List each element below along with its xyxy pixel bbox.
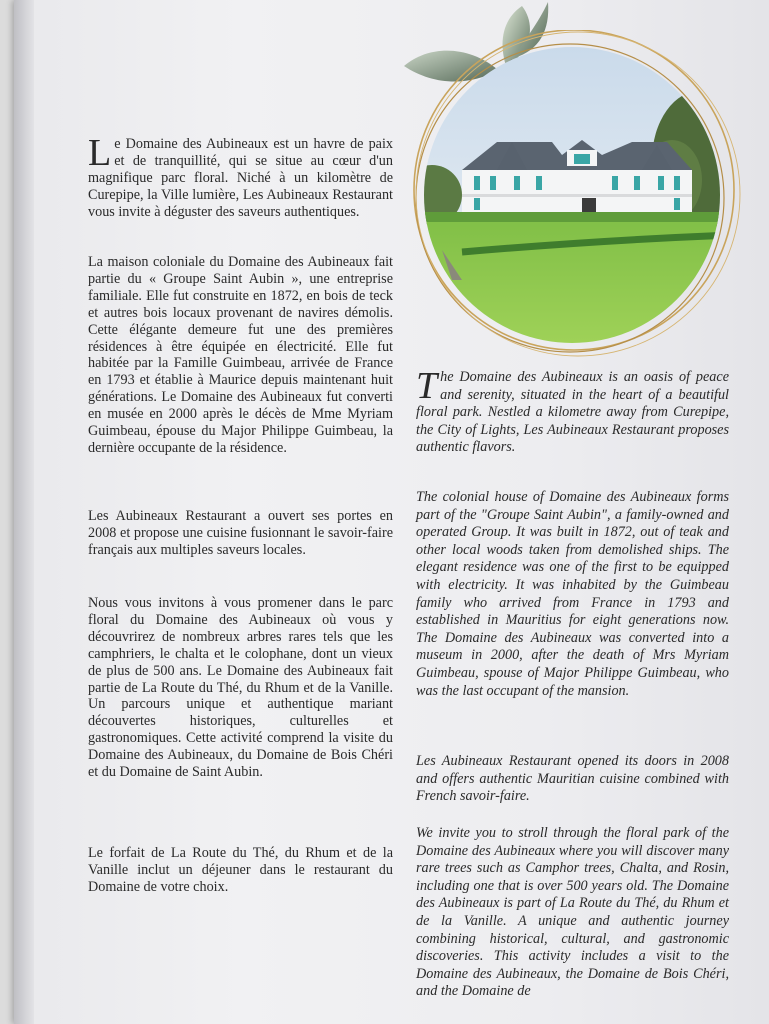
french-text-column [88, 132, 393, 221]
english-park-text: We invite you to stroll through the floral park of the Domaine des Aubineaux where you will discover many rare trees such as Camphor trees, Chalta, and Rosin, including one that is over 500 years old. The Domaine des Aubineaux is part of La Route du Thé, du Rhum et de la Vanille. A unique and authentic journey combining historical, cultural, and gastronomic discoveries. This activity includes a visit to the Domaine des Aubineaux, the Domaine de Bois Chéri, and the Domaine de [416, 825, 729, 1000]
french-dropcap: L [88, 132, 112, 174]
french-park-text: Nous vous invitons à vous promener dans le parc floral du Domaine des Aubineaux où vous y découvrirez de nombreux arbres rares tels que les camphriers, le chalta et le colophane, dont un vieux de plus de 500 ans. Le Domaine des Aubineaux fait partie de La Route du Thé, du Rhum et de la Vanille. Un parcours unique et authentique mariant découvertes historiques, culturelles et gastronomiques. Cette activité comprend la visite du Domaine des Aubineaux, du Domaine de Bois Chéri et du Domaine de Saint Aubin. [88, 595, 393, 781]
french-history-paragraph [88, 254, 393, 457]
english-history-paragraph [416, 489, 729, 700]
english-intro-paragraph [416, 365, 729, 457]
english-intro-text: he Domaine des Aubineaux is an oasis of peace and serenity, situated in the heart of a beautiful floral park. Nestled a kilometre away from Curepipe, the City of Lights, Les Aubineaux Restaurant proposes authentic flavors. [416, 369, 729, 456]
french-intro-paragraph [88, 132, 393, 221]
french-package-paragraph [88, 845, 393, 896]
english-history-text: The colonial house of Domaine des Aubineaux forms part of the "Groupe Saint Aubin", a family-owned and operated Group. It was built in 1872, out of teak and other local woods taken from demolished ships. The elegant residence was one of the first to be equipped with electricity. It was inhabited by the Guimbeau family who arrived from France in 1793 and established in Mauritius for eight generations now. The Domaine des Aubineaux was converted into a museum in 2000, after the death of Mrs Myriam Guimbeau, spouse of Major Philippe Guimbeau, who was the last occupant of the mansion. [416, 489, 729, 699]
french-restaurant-text: Les Aubineaux Restaurant a ouvert ses portes en 2008 et propose une cuisine fusionnant le savoir-faire français aux multiples saveurs locales. [88, 508, 393, 558]
french-history-text: La maison coloniale du Domaine des Aubineaux fait partie du « Groupe Saint Aubin », une entreprise familiale. Elle fut construite en 1872, en bois de teck et autres bois locaux provenant de navires démolis. Cette élégante demeure fut une des premières résidences à être équipée en électricité. Elle fut habitée par la Famille Guimbeau, arrivée de France en 1793 et établie à Maurice depuis maintenant huit générations. Le Domaine des Aubineaux fut converti en musée en 2000 après le décès de Mme Myriam Guimbeau, épouse du Major Philippe Guimbeau, la dernière occupante de la résidence. [88, 254, 393, 456]
french-package-text: Le forfait de La Route du Thé, du Rhum et de la Vanille inclut un déjeuner dans le restaurant du Domaine de votre choix. [88, 845, 393, 895]
french-intro-text: e Domaine des Aubineaux est un havre de paix et de tranquillité, qui se situe au cœur d'un magnifique parc floral. Niché à un kilomètre de Curepipe, la Ville lumière, Les Aubineaux Restaurant vous invite à déguster des saveurs authentiques. [88, 136, 393, 220]
page-binding [14, 0, 34, 1024]
english-dropcap: T [416, 365, 438, 407]
french-restaurant-paragraph [88, 508, 393, 559]
brochure-page [14, 0, 769, 1024]
english-park-paragraph [416, 825, 729, 1001]
colonial-house-photo [402, 30, 747, 360]
english-restaurant-text: Les Aubineaux Restaurant opened its doors in 2008 and offers authentic Mauritian cuisine combined with French savoir-faire. [416, 753, 729, 805]
english-restaurant-paragraph [416, 753, 729, 806]
french-park-paragraph [88, 595, 393, 781]
english-intro-block [416, 365, 729, 457]
